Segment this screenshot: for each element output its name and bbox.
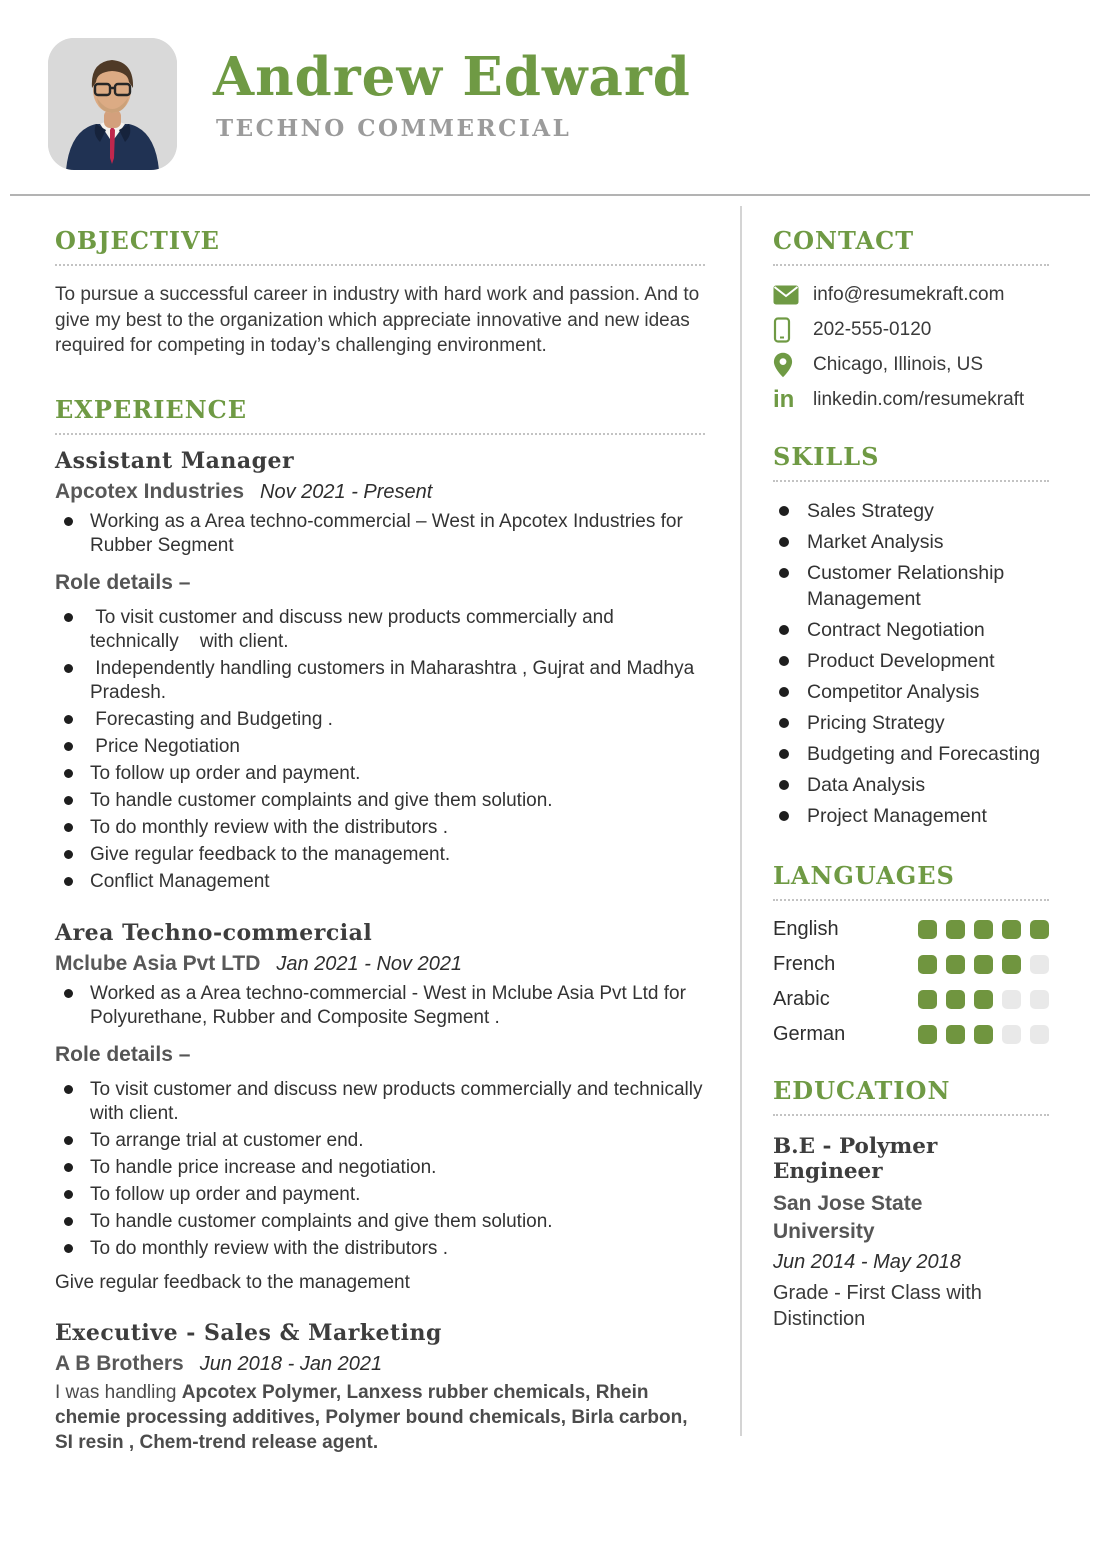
language-row	[773, 953, 1049, 976]
job-summary-bullet: Worked as a Area techno-commercial - West in Mclube Asia Pvt Ltd for Polyurethane, Rubber and Composite Segment .	[55, 982, 705, 1030]
contact-item	[773, 388, 1049, 412]
main-column	[55, 226, 708, 1455]
education-dates: Jun 2014 - May 2018	[773, 1251, 961, 1273]
job-bullet: To arrange trial at customer end.	[55, 1129, 705, 1153]
contact-section	[773, 226, 1049, 412]
level-square-filled	[946, 990, 965, 1009]
location-icon	[773, 353, 800, 377]
job-bullet: To do monthly review with the distributors .	[55, 816, 705, 840]
job-company-line	[55, 952, 705, 976]
job-bullet: To follow up order and payment.	[55, 762, 705, 786]
job-summary-list	[55, 510, 705, 558]
level-square-filled	[974, 920, 993, 939]
level-square-filled	[946, 955, 965, 974]
experience-job	[55, 448, 705, 894]
contact-value: linkedin.com/resumekraft	[813, 389, 1025, 410]
header-divider	[10, 194, 1090, 196]
language-name: Arabic	[773, 988, 830, 1010]
skills-section	[773, 442, 1049, 829]
skill-item: Sales Strategy	[773, 498, 1049, 524]
level-square-empty	[1002, 1025, 1021, 1044]
level-square-filled	[1030, 920, 1049, 939]
job-bullet: Price Negotiation	[55, 735, 705, 759]
job-bullet: To do monthly review with the distributors .	[55, 1237, 705, 1261]
skill-item: Contract Negotiation	[773, 617, 1049, 643]
job-company: A B Brothers	[55, 1351, 184, 1375]
objective-heading: OBJECTIVE	[55, 226, 705, 266]
education-heading: EDUCATION	[773, 1076, 1049, 1116]
job-company: Apcotex Industries	[55, 479, 245, 503]
skill-item: Pricing Strategy	[773, 710, 1049, 736]
job-title: Assistant Manager	[55, 447, 295, 474]
contact-value: 202-555-0120	[813, 319, 932, 340]
job-dates: Jan 2021 - Nov 2021	[276, 952, 463, 975]
person-job-title: TECHNO COMMERCIAL	[216, 115, 572, 142]
column-divider	[740, 206, 742, 1436]
job-bullet: To handle price increase and negotiation.	[55, 1156, 705, 1180]
skills-heading: SKILLS	[773, 442, 1049, 482]
contact-value: info@resumekraft.com	[813, 284, 1005, 305]
skill-item: Data Analysis	[773, 772, 1049, 798]
job-bullet: Conflict Management	[55, 870, 705, 894]
job-bullet: To follow up order and payment.	[55, 1183, 705, 1207]
phone-icon	[773, 318, 800, 342]
level-square-empty	[1030, 955, 1049, 974]
contact-heading: CONTACT	[773, 226, 1049, 266]
person-name: Andrew Edward	[213, 46, 691, 108]
level-square-filled	[974, 990, 993, 1009]
job-bullet: To visit customer and discuss new products commercially and technically with client.	[55, 606, 705, 654]
job-title: Executive - Sales & Marketing	[55, 1319, 442, 1346]
contact-item	[773, 283, 1049, 307]
job-bullet: To visit customer and discuss new products commercially and technically with client.	[55, 1078, 705, 1126]
level-square-filled	[974, 1025, 993, 1044]
job-bullet: To handle customer complaints and give them solution.	[55, 789, 705, 813]
education-section	[773, 1076, 1049, 1332]
level-square-filled	[974, 955, 993, 974]
level-square-filled	[918, 1025, 937, 1044]
job-footer-text: Give regular feedback to the management	[55, 1271, 410, 1293]
skill-item: Budgeting and Forecasting	[773, 741, 1049, 767]
linkedin-icon: in	[773, 386, 795, 413]
language-name: French	[773, 953, 836, 975]
experience-jobs	[55, 447, 708, 1455]
job-company: Mclube Asia Pvt LTD	[55, 951, 261, 975]
job-bullet: Give regular feedback to the management.	[55, 843, 705, 867]
job-summary-bullet: Working as a Area techno-commercial – West in Apcotex Industries for Rubber Segment	[55, 510, 705, 558]
job-dates: Jun 2018 - Jan 2021	[199, 1352, 383, 1375]
language-level	[918, 920, 1049, 939]
level-square-empty	[1002, 990, 1021, 1009]
job-bullet: Independently handling customers in Maharashtra , Gujrat and Madhya Pradesh.	[55, 657, 705, 705]
contact-value: Chicago, Illinois, US	[813, 354, 984, 375]
job-bullet: Forecasting and Budgeting .	[55, 708, 705, 732]
level-square-empty	[1030, 990, 1049, 1009]
role-details-label: Role details –	[55, 570, 191, 594]
contact-item	[773, 353, 1049, 377]
language-level	[918, 955, 1049, 974]
skill-item: Competitor Analysis	[773, 679, 1049, 705]
experience-section	[55, 394, 708, 1455]
job-bullet-list	[55, 1078, 708, 1261]
language-name: German	[773, 1023, 846, 1045]
language-row	[773, 1023, 1049, 1046]
skill-item: Customer Relationship Management	[773, 560, 1049, 612]
job-dates: Nov 2021 - Present	[260, 480, 433, 503]
languages-heading: LANGUAGES	[773, 861, 1049, 901]
experience-heading: EXPERIENCE	[55, 395, 705, 435]
job-title: Area Techno-commercial	[55, 919, 373, 946]
level-square-filled	[946, 920, 965, 939]
profile-photo-illustration	[48, 38, 177, 170]
skill-list	[773, 498, 1049, 829]
language-row	[773, 918, 1049, 941]
experience-job	[55, 919, 708, 1294]
job-bullet-list	[55, 606, 705, 894]
language-name: English	[773, 918, 839, 940]
language-level	[918, 1025, 1049, 1044]
level-square-filled	[918, 920, 937, 939]
job-paragraph-products: Apcotex Polymer, Lanxess rubber chemicals, Rhein chemie processing additives, Polymer bound chemicals, Birla carbon, SI resin , Chem-trend release agent.	[55, 1381, 688, 1453]
level-square-filled	[1002, 955, 1021, 974]
job-summary-list	[55, 982, 705, 1030]
language-rows	[773, 918, 1049, 1046]
level-square-empty	[1030, 1025, 1049, 1044]
job-company-line	[55, 1352, 705, 1376]
experience-job	[55, 1320, 705, 1455]
profile-photo	[48, 38, 177, 170]
skill-item: Project Management	[773, 803, 1049, 829]
level-square-filled	[946, 1025, 965, 1044]
education-degree: B.E - Polymer Engineer	[773, 1134, 938, 1184]
contact-list	[773, 283, 1049, 412]
education-school: San Jose State University	[773, 1192, 923, 1243]
job-bullet: To handle customer complaints and give them solution.	[55, 1210, 705, 1234]
skill-item: Product Development	[773, 648, 1049, 674]
job-paragraph-lead: I was handling	[55, 1381, 182, 1403]
language-row	[773, 988, 1049, 1011]
languages-section	[773, 861, 1049, 1046]
education-grade: Grade - First Class with Distinction	[773, 1282, 982, 1330]
sidebar-column	[773, 226, 1049, 1332]
language-level	[918, 990, 1049, 1009]
job-company-line	[55, 480, 705, 504]
objective-text: To pursue a successful career in industry with hard work and passion. And to give my best to the organization which appreciate innovative and new ideas required for competing in today’s challenging environment.	[55, 284, 700, 356]
job-paragraph	[55, 1380, 705, 1455]
contact-item	[773, 318, 1049, 342]
level-square-filled	[918, 955, 937, 974]
email-icon	[773, 283, 800, 307]
level-square-filled	[1002, 920, 1021, 939]
objective-section	[55, 226, 705, 359]
role-details-label: Role details –	[55, 1042, 191, 1066]
level-square-filled	[918, 990, 937, 1009]
skill-item: Market Analysis	[773, 529, 1049, 555]
